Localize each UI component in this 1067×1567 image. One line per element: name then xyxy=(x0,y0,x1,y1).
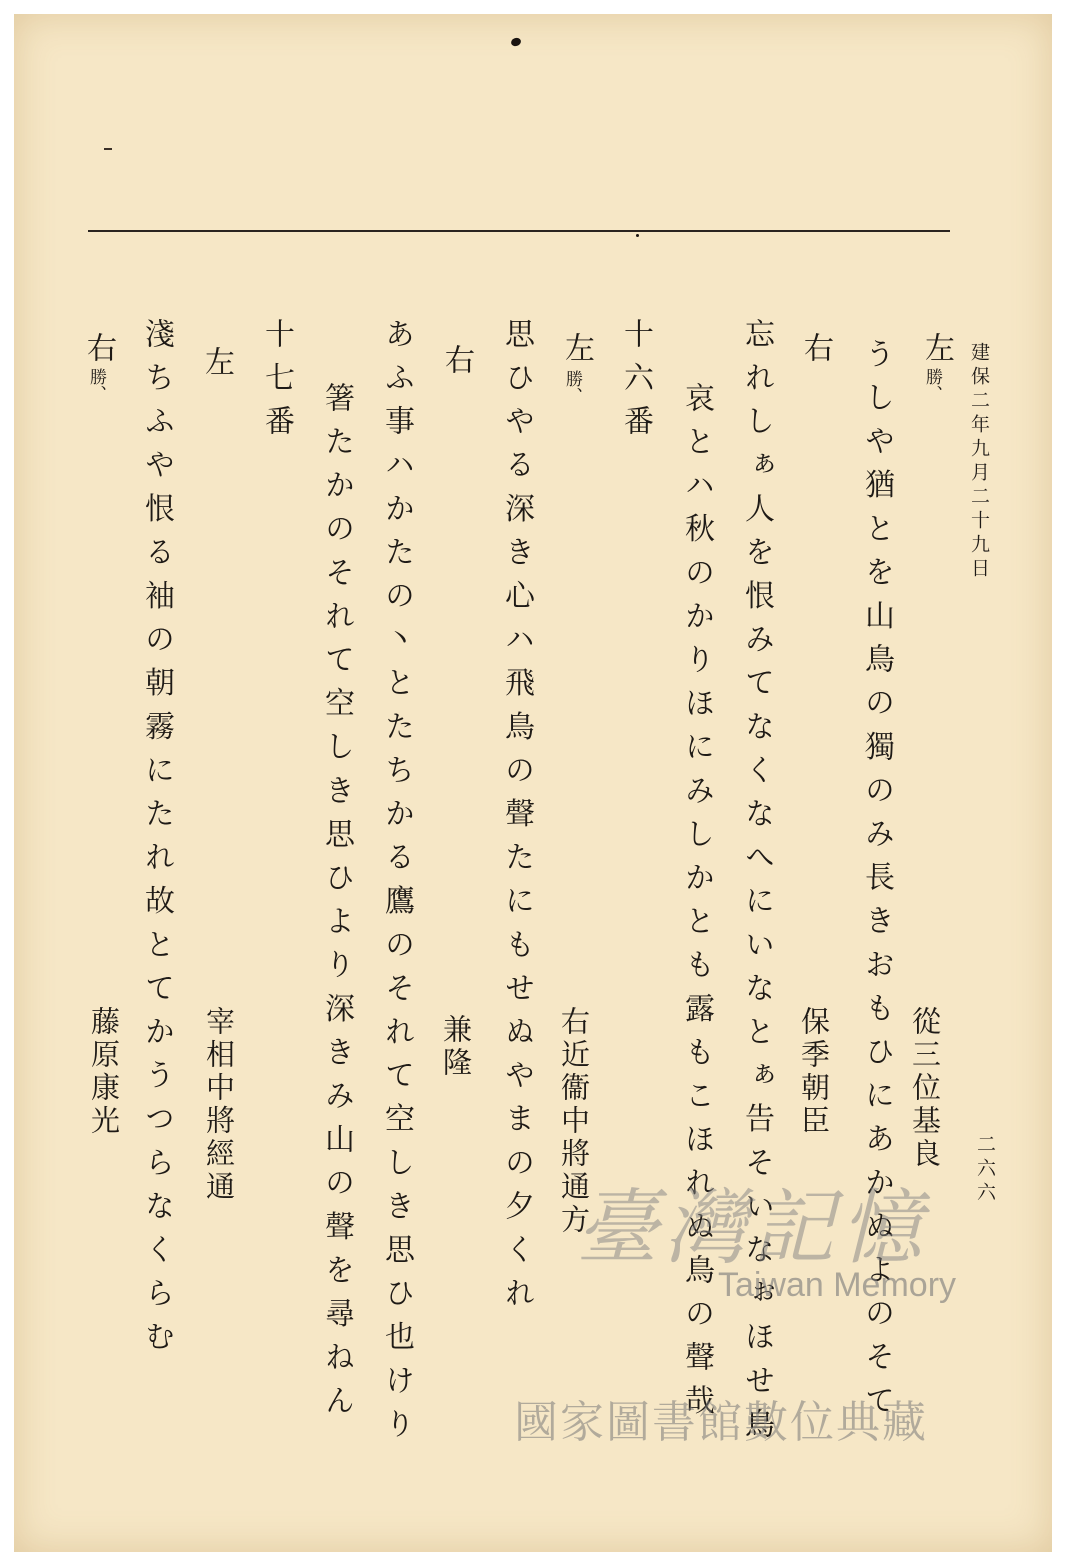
poem-line-left-17: 淺ちふや恨る袖の朝霧にたれ故とてかうつらなくらむ xyxy=(139,318,174,1365)
margin-mark xyxy=(104,148,112,150)
judgement-line-16: 箸たかのそれて空しき思ひより深きみ山の聲を尋ねん xyxy=(319,382,354,1429)
author-motoyoshi: 從三位基良 xyxy=(908,1006,942,1171)
watermark-chinese: 臺灣記憶 xyxy=(576,1181,928,1276)
column-left-note-16: 勝、 xyxy=(562,370,582,404)
column-1-note: 勝、 xyxy=(922,368,942,402)
watermark xyxy=(502,1181,1002,1305)
date-line: 建保二年九月二十九日 xyxy=(968,342,990,582)
author-kanetaka: 兼隆 xyxy=(439,1014,473,1080)
header-rule xyxy=(88,230,950,232)
poem-line-right-15: 忘れしぁ人を恨みてなくなへにいなとぁ告そいなぉほせ鳥 xyxy=(739,318,774,1452)
poem-line-left-15: うしや猶とを山鳥の獨のみ長きおもひにあかぬよのそて xyxy=(859,338,894,1428)
judgement-line-15: 哀とハ秋のかりほにみしかとも露もこほれぬ鳥の聲哉 xyxy=(679,382,714,1429)
column-right-label-17: 右 xyxy=(81,332,116,376)
page-number: 二六六 xyxy=(974,1134,996,1206)
watermark-subtitle: 國家圖書館數位典藏 xyxy=(514,1397,928,1448)
column-right-label-15: 右 xyxy=(798,332,833,376)
column-right-note-17: 勝、 xyxy=(86,368,106,402)
ink-spot xyxy=(510,37,522,48)
round-16-heading: 十六番 xyxy=(618,318,653,449)
round-17-heading: 十七番 xyxy=(259,318,294,449)
column-left-label-16: 左 xyxy=(559,332,594,376)
column-right-label-16: 右 xyxy=(439,344,474,388)
poem-line-right-16: あふ事ハかたの丶とたちかる鷹のそれて空しき思ひ也けり xyxy=(379,318,414,1452)
column-1-label: 左 xyxy=(919,332,954,376)
author-michimichi: 宰相中將經通 xyxy=(202,1006,236,1204)
column-left-label-17: 左 xyxy=(199,346,234,390)
author-michikata: 右近衞中將通方 xyxy=(557,1006,591,1237)
author-yasumitsu: 藤原康光 xyxy=(87,1006,121,1138)
poem-line-left-16: 思ひやる深き心ハ飛鳥の聲たにもせぬやまの夕くれ xyxy=(499,318,534,1321)
watermark-english: Taiwan Memory xyxy=(717,1266,957,1304)
author-yasusue: 保季朝臣 xyxy=(797,1006,831,1138)
book-page xyxy=(14,14,1052,1552)
ink-dot xyxy=(636,234,639,237)
